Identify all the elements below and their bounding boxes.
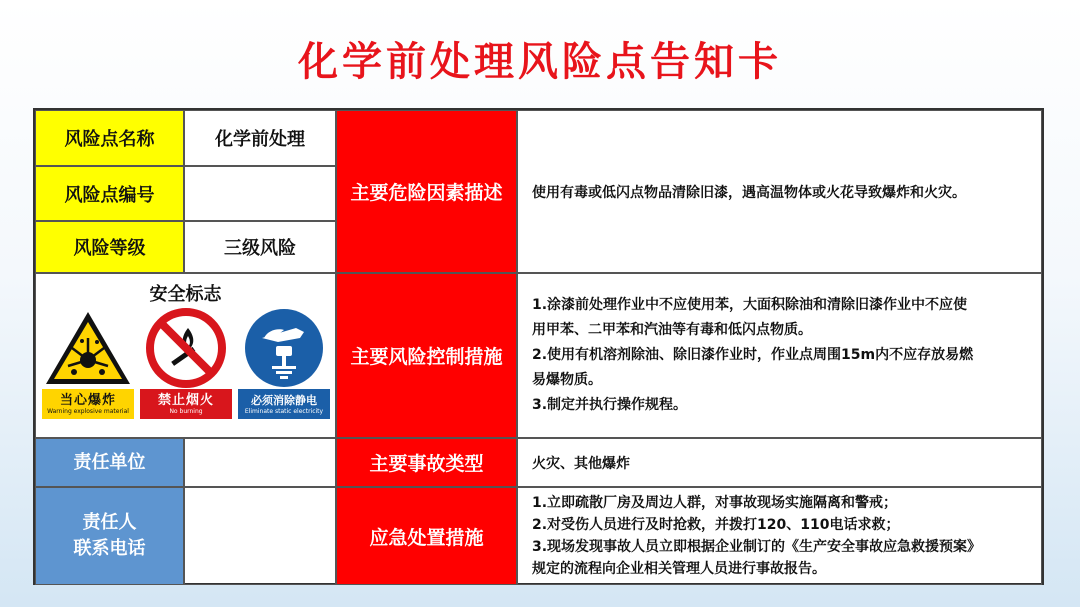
risk-code-label: 风险点编号 bbox=[35, 166, 184, 221]
responsible-unit-label: 责任单位 bbox=[35, 438, 184, 487]
contact-label-line2: 联系电话 bbox=[73, 538, 146, 559]
accident-label: 主要事故类型 bbox=[336, 438, 517, 487]
risk-level-label: 风险等级 bbox=[35, 221, 184, 273]
sign-no-burning bbox=[140, 308, 232, 423]
emergency-line: 2.对受伤人员进行及时抢救，并拨打120、110电话求救； bbox=[532, 517, 900, 533]
eliminate-static-sign-label: 必须消除静电 Eliminate static electricity bbox=[238, 389, 330, 419]
no-burning-icon bbox=[140, 308, 232, 388]
emergency-line: 规定的流程向企业相关管理人员进行事故报告。 bbox=[532, 561, 826, 577]
hazard-label: 主要危险因素描述 bbox=[336, 110, 517, 273]
emergency-label: 应急处置措施 bbox=[336, 487, 517, 585]
contact-value bbox=[184, 487, 336, 585]
risk-name-value: 化学前处理 bbox=[184, 110, 336, 166]
page-title: 化学前处理风险点告知卡 bbox=[298, 39, 782, 85]
emergency-measures bbox=[517, 487, 1042, 585]
emergency-line: 1.立即疏散厂房及周边人群，对事故现场实施隔离和警戒； bbox=[532, 495, 898, 511]
control-line: 易爆物质。 bbox=[532, 372, 602, 388]
accident-types: 火灾、其他爆炸 bbox=[517, 438, 1042, 487]
control-line: 2.使用有机溶剂除油、除旧漆作业时，作业点周围15m内不应存放易燃 bbox=[532, 347, 974, 363]
contact-label-line1: 责任人 bbox=[82, 512, 137, 533]
explosive-sign-label: 当心爆炸 Warning explosive material bbox=[42, 389, 134, 419]
sign-eliminate-static bbox=[238, 308, 330, 423]
risk-code-value bbox=[184, 166, 336, 221]
risk-name-label: 风险点名称 bbox=[35, 110, 184, 166]
safety-signs-title: 安全标志 bbox=[149, 284, 222, 305]
responsible-unit-value bbox=[184, 438, 336, 487]
control-line: 用甲苯、二甲苯和汽油等有毒和低闪点物质。 bbox=[532, 322, 812, 338]
eliminate-static-icon bbox=[238, 308, 330, 388]
control-measures bbox=[517, 273, 1042, 438]
contact-label bbox=[35, 487, 184, 585]
sign-explosive bbox=[42, 308, 134, 423]
control-line: 1.涂漆前处理作业中不应使用苯，大面积除油和清除旧漆作业中不应使 bbox=[532, 297, 968, 313]
safety-signs-panel bbox=[35, 273, 336, 438]
emergency-line: 3.现场发现事故人员立即根据企业制订的《生产安全事故应急救援预案》 bbox=[532, 539, 982, 555]
risk-level-value: 三级风险 bbox=[184, 221, 336, 273]
no-burning-sign-label: 禁止烟火 No burning bbox=[140, 389, 232, 419]
explosive-warning-icon bbox=[42, 308, 134, 388]
control-line: 3.制定并执行操作规程。 bbox=[532, 397, 688, 413]
hazard-description: 使用有毒或低闪点物品清除旧漆，遇高温物体或火花导致爆炸和火灾。 bbox=[517, 110, 1042, 273]
risk-notice-card bbox=[33, 108, 1044, 585]
control-label: 主要风险控制措施 bbox=[336, 273, 517, 438]
